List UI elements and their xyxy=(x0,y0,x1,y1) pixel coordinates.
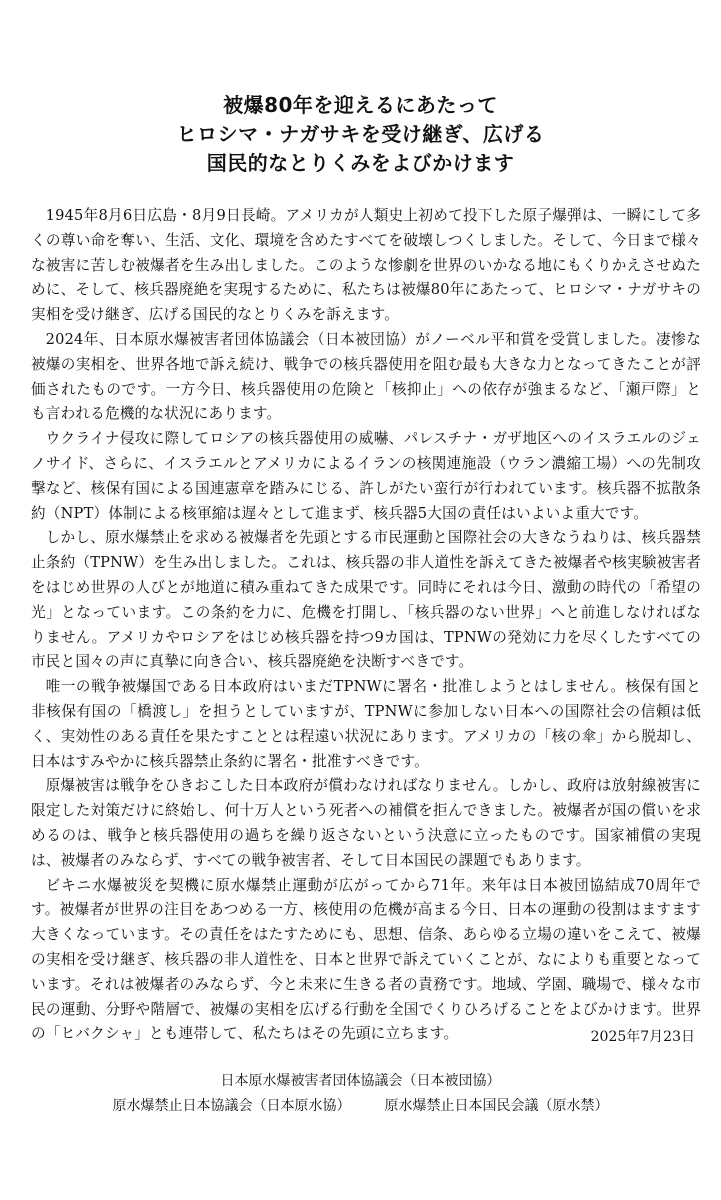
paragraph-4: しかし、原水爆禁止を求める被爆者を先頭とする市民運動と国際社会の大きなうねりは、核兵器禁止条約（TPNW）を生み出しました。これは、核兵器の非人道性を訴えてきた被爆者や核実験被害者をはじめ世界の人びとが地道に積み重ねてきた成果です。同時にそれは今日、激動の時代の「希望の光」となっています。この条約を力に、危機を打開し、「核兵器のない世界」へと前進しなければなりません。アメリカやロシアをはじめ核兵器を持つ9カ国は、TPNWの発効に力を尽くしたすべての市民と国々の声に真摯に向き合い、核兵器廃絶を決断すべきです。 xyxy=(31,529,701,671)
paragraph-5: 唯一の戦争被爆国である日本政府はいまだTPNWに署名・批准しようとはしません。核保有国と非核保有国の「橋渡し」を担うとしていますが、TPNWに参加しない日本への国際社会の信頼は低く、実効性のある責任を果たすこととは程遠い状況にあります。アメリカの「核の傘」から脱却し、日本はすみやかに核兵器禁止条約に署名・批准すべきです。 xyxy=(31,678,701,770)
document-date: 2025年7月23日 xyxy=(590,1029,695,1045)
title-line-2: ヒロシマ・ナガサキを受け継ぎ、広げる xyxy=(176,122,545,146)
signatory-gensuikyo: 原水爆禁止日本協議会（日本原水協） xyxy=(112,1098,351,1114)
document-body xyxy=(31,204,701,1047)
paragraph-1: 1945年8月6日広島・8月9日長崎。アメリカが人類史上初めて投下した原子爆弾は、一瞬にして多くの尊い命を奪い、生活、文化、環境を含めたすべてを破壊しつくしました。そして、今日まで様々な被害に苦しむ被爆者を生み出しました。このような惨劇を世界のいかなる地にもくりかえさせぬために、そして、核兵器廃絶を実現するために、私たちは被爆80年にあたって、ヒロシマ・ナガサキの実相を受け継ぎ、広げる国民的なとりくみを訴えます。 xyxy=(31,207,701,324)
paragraph-2: 2024年、日本原水爆被害者団体協議会（日本被団協）がノーベル平和賞を受賞しました。凄惨な被爆の実相を、世界各地で訴え続け、戦争での核兵器使用を阻む最も大きな力となってきたことが評価されたものです。一方今日、核兵器使用の危険と「核抑止」への依存が強まるなど、「瀬戸際」とも言われる危機的な状況にあります。 xyxy=(31,330,701,423)
document-title xyxy=(0,91,721,178)
signatory-row xyxy=(0,1096,721,1116)
paragraph-7: ビキニ水爆被災を契機に原水爆禁止運動が広がってから71年。来年は日本被団協結成70周年です。被爆者が世界の注目をあつめる一方、核使用の危機が高まる今日、日本の運動の役割はますます大きくなっています。その責任をはたすためにも、思想、信条、あらゆる立場の違いをこえて、被爆の実相を受け継ぎ、核兵器の非人道性を、日本と世界で訴えていくことが、なによりも重要となっています。それは被爆者のみならず、今と未来に生きる者の責務です。地域、学園、職場で、様々な市民の運動、分野や階層で、被爆の実相を広げる行動を全国でくりひろげることをよびかけます。世界の「ヒバクシャ」とも連帯して、私たちはその先頭に立ちます。 xyxy=(31,876,701,1043)
paragraph-3: ウクライナ侵攻に際してロシアの核兵器使用の威嚇、パレスチナ・ガザ地区へのイスラエルのジェノサイド、さらに、イスラエルとアメリカによるイランの核関連施設（ウラン濃縮工場）への先制攻撃など、核保有国による国連憲章を踏みにじる、許しがたい蛮行が行われています。核兵器不拡散条約（NPT）体制による核軍縮は遅々として進まず、核兵器5大国の責任はいよいよ重大です。 xyxy=(31,430,701,522)
signatory-hidankyo: 日本原水爆被害者団体協議会（日本被団協） xyxy=(220,1073,501,1089)
title-line-3: 国民的なとりくみをよびかけます xyxy=(206,151,515,175)
paragraph-6: 原爆被害は戦争をひきおこした日本政府が償わなければなりません。しかし、政府は放射線被害に限定した対策だけに終始し、何十万人という死者への補償を拒んできました。被爆者が国の償いを求めるのは、戦争と核兵器使用の過ちを繰り返さないという決意に立ったものです。国家補償の実現は、被爆者のみならず、すべての戦争被害者、そして日本国民の課題でもあります。 xyxy=(31,777,701,869)
signatory-gensuikin: 原水爆禁止日本国民会議（原水禁） xyxy=(384,1098,609,1114)
title-line-1: 被爆80年を迎えるにあたって xyxy=(223,93,498,117)
